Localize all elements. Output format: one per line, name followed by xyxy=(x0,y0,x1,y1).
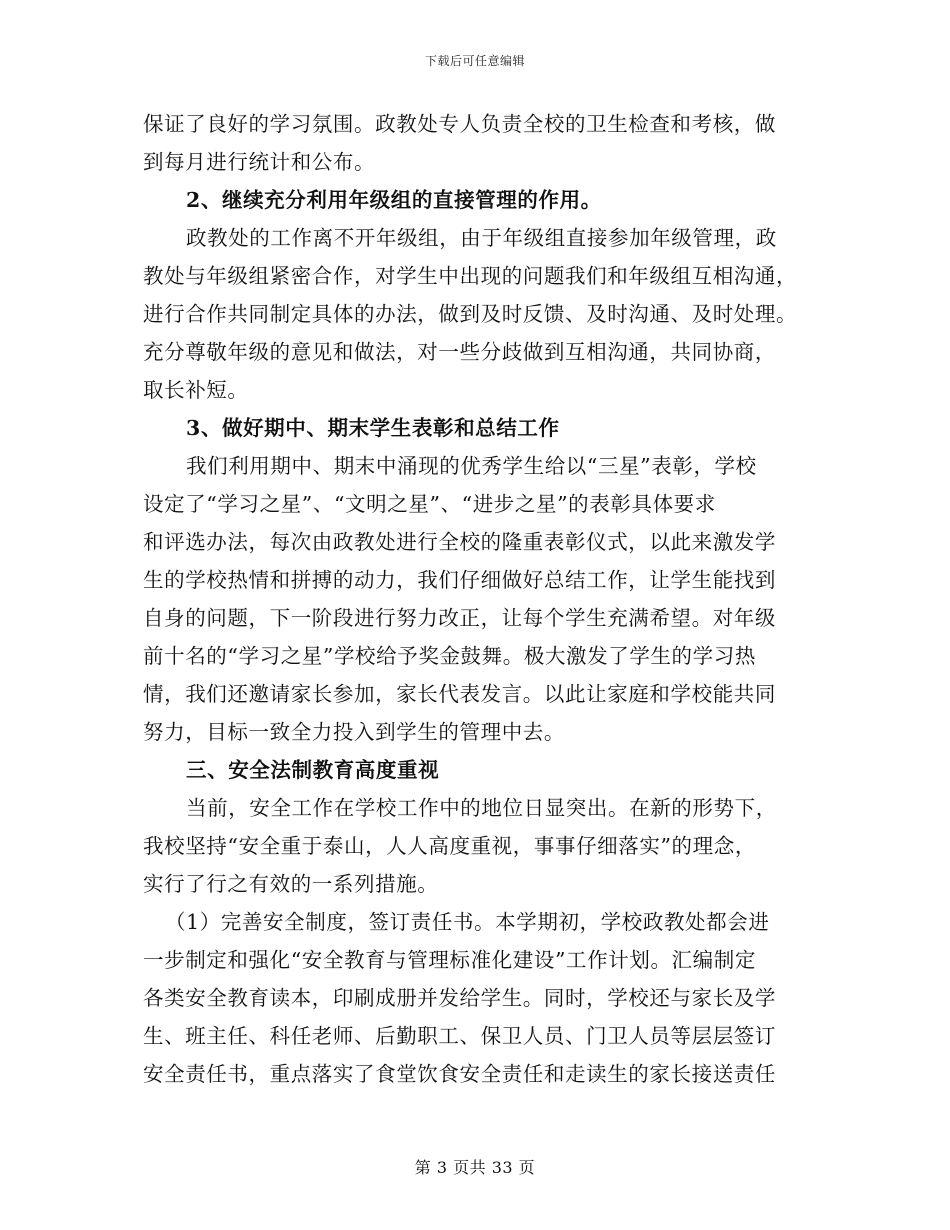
body-line: 生的学校热情和拼搏的动力，我们仔细做好总结工作，让学生能找到 xyxy=(143,568,776,592)
body-line: 安全责任书，重点落实了食堂饮食安全责任和走读生的家长接送责任 xyxy=(143,1062,776,1086)
body-line: 充分尊敬年级的意见和做法，对一些分歧做到互相沟通，共同协商， xyxy=(143,340,776,364)
body-line: 情，我们还邀请家长参加，家长代表发言。以此让家庭和学校能共同 xyxy=(143,682,776,706)
body-line: 各类安全教育读本，印刷成册并发给学生。同时，学校还与家长及学 xyxy=(143,986,776,1010)
body-line: （1）完善安全制度，签订责任书。本学期初，学校政教处都会进 xyxy=(165,910,770,934)
section-heading: 三、安全法制教育高度重视 xyxy=(186,758,440,782)
body-line: 生、班主任、科任老师、后勤职工、保卫人员、门卫人员等层层签订 xyxy=(143,1024,776,1048)
body-line: 进行合作共同制定具体的办法，做到及时反馈、及时沟通、及时处理。 xyxy=(143,302,798,326)
body-line: 当前，安全工作在学校工作中的地位日显突出。在新的形势下， xyxy=(186,796,777,820)
body-line: 前十名的“学习之星”学校给予奖金鼓舞。极大激发了学生的学习热 xyxy=(143,644,756,668)
body-line: 我校坚持“安全重于泰山，人人高度重视，事事仔细落实”的理念， xyxy=(143,834,756,858)
body-line: 到每月进行统计和公布。 xyxy=(143,150,376,174)
body-line: 取长补短。 xyxy=(143,378,249,402)
body-line: 一步制定和强化“安全教育与管理标准化建设”工作计划。汇编制定 xyxy=(143,948,756,972)
body-line: 努力，目标一致全力投入到学生的管理中去。 xyxy=(143,720,565,744)
page-number-footer: 第 3 页共 33 页 xyxy=(414,1158,536,1177)
section-heading: 2、继续充分利用年级组的直接管理的作用。 xyxy=(186,188,602,212)
body-line: 设定了“学习之星”、“文明之星”、“进步之星”的表彰具体要求 xyxy=(143,492,716,516)
body-line: 自身的问题，下一阶段进行努力改正，让每个学生充满希望。对年级 xyxy=(143,606,776,630)
document-body xyxy=(143,105,813,1093)
body-line: 教处与年级组紧密合作，对学生中出现的问题我们和年级组互相沟通， xyxy=(143,264,798,288)
body-line: 我们利用期中、期末中涌现的优秀学生给以“三星”表彰，学校 xyxy=(186,454,757,478)
body-line: 政教处的工作离不开年级组，由于年级组直接参加年级管理，政 xyxy=(186,226,777,250)
body-line: 实行了行之有效的一系列措施。 xyxy=(143,872,439,896)
body-line: 和评选办法，每次由政教处进行全校的隆重表彰仪式，以此来激发学 xyxy=(143,530,776,554)
section-heading: 3、做好期中、期末学生表彰和总结工作 xyxy=(186,416,560,440)
body-line: 保证了良好的学习氛围。政教处专人负责全校的卫生检查和考核，做 xyxy=(143,112,776,136)
page-header: 下载后可任意编辑 xyxy=(424,54,525,68)
